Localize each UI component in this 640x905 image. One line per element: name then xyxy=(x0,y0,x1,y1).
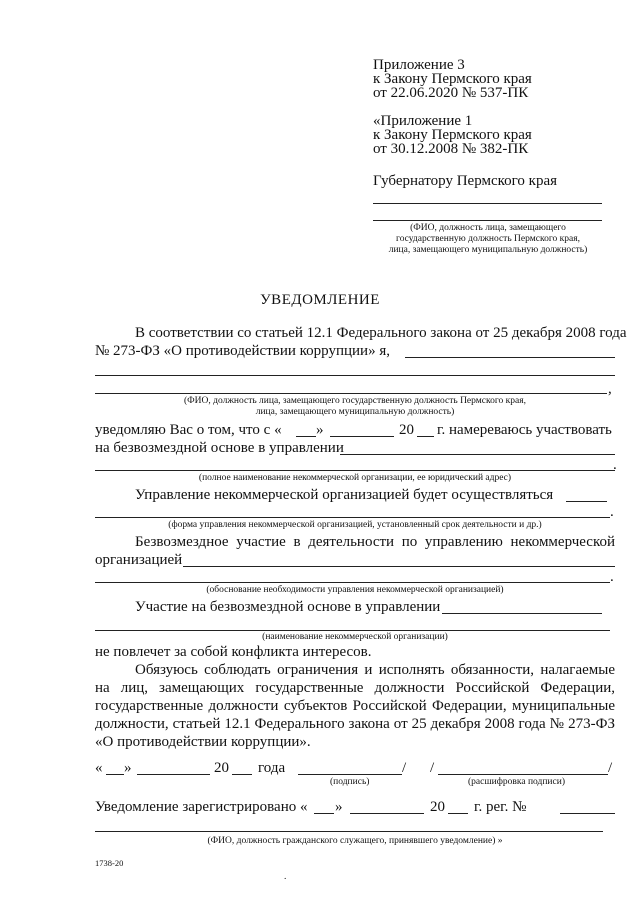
year-blank xyxy=(417,436,434,437)
fio-comma: , xyxy=(608,381,612,397)
caption-decode: (расшифровка подписи) xyxy=(468,777,565,787)
sign-month-blank xyxy=(137,774,210,775)
caption-fio-2: лица, замещающего муниципальную должность) xyxy=(255,407,455,417)
reg-year-prefix: 20 xyxy=(430,799,445,815)
org-blank-2 xyxy=(95,470,615,471)
p4-line1: Безвозмездное участие в деятельности по управлению некоммерческой xyxy=(135,534,615,550)
reg-official-blank xyxy=(95,831,603,832)
org-dot: . xyxy=(613,457,617,473)
reason-blank-2 xyxy=(95,582,610,583)
month-blank xyxy=(330,436,394,437)
addressee-blank-2 xyxy=(373,220,602,221)
p7-line1: Обязуюсь соблюдать ограничения и исполнять обязанности, налагаемые xyxy=(135,662,615,678)
prev-appendix-line3: от 30.12.2008 № 382-ПК xyxy=(373,141,529,157)
registration-caption: (ФИО, должность гражданского служащего, принявшего уведомление) » xyxy=(207,836,503,846)
fio-blank-3 xyxy=(95,393,607,394)
p4-line2: организацией xyxy=(95,552,183,568)
footer-code: 1738-20 xyxy=(95,858,124,868)
caption-sign: (подпись) xyxy=(330,777,370,787)
addressee-blank-1 xyxy=(373,203,602,204)
reg-quote-close: » xyxy=(335,799,343,815)
form-blank-1 xyxy=(566,501,607,502)
p7-line2: на лиц, замещающих государственные должности Российской Федерации, xyxy=(95,680,615,696)
fio-blank-1 xyxy=(405,357,615,358)
name-blank-1 xyxy=(442,613,602,614)
p1-line1: В соответствии со статьей 12.1 Федерального закона от 25 декабря 2008 года xyxy=(135,325,627,341)
addressee: Губернатору Пермского края xyxy=(373,173,558,189)
sign-quote-close: » xyxy=(124,760,132,776)
sign-year-prefix: 20 xyxy=(214,760,229,776)
addressee-caption-1: (ФИО, должность лица, замещающего xyxy=(410,223,566,233)
caption-fio-1: (ФИО, должность лица, замещающего государственную должность Пермского края, xyxy=(184,396,526,406)
p2-year-prefix: 20 xyxy=(399,422,414,438)
sign-quote-open: « xyxy=(95,760,103,776)
prev-appendix-line1: «Приложение 1 xyxy=(373,113,473,129)
caption-reason: (обоснование необходимости управления некоммерческой организацией) xyxy=(206,585,504,595)
day-blank xyxy=(296,436,316,437)
addressee-caption-3: лица, замещающего муниципальную должность) xyxy=(388,245,588,255)
p2-line2: на безвозмездной основе в управлении xyxy=(95,440,344,456)
prev-appendix-line2: к Закону Пермского края xyxy=(373,127,532,143)
p7-line5: «О противодействии коррупции». xyxy=(95,734,311,750)
appendix-line1: Приложение 3 xyxy=(373,57,465,73)
name-blank-2 xyxy=(95,630,610,631)
caption-name: (наименование некоммерческой организации) xyxy=(262,632,448,642)
reg-month-blank xyxy=(350,813,424,814)
sign-slash-1: / xyxy=(402,760,407,776)
p7-line3: государственные должности субъектов Российской Федерации, муниципальные xyxy=(95,698,615,714)
p5: Участие на безвозмездной основе в управлении xyxy=(135,599,441,615)
form-blank-2 xyxy=(95,517,610,518)
p1-line2: № 273-ФЗ «О противодействии коррупции» я, xyxy=(95,343,390,359)
sign-slash-3: / xyxy=(608,760,613,776)
sign-year-word: года xyxy=(258,760,286,776)
reg-day-blank xyxy=(314,813,334,814)
registration-label: Уведомление зарегистрировано « xyxy=(95,799,308,815)
sign-day-blank xyxy=(106,774,124,775)
p2-quote-close: » xyxy=(316,422,324,438)
reason-blank-1 xyxy=(183,566,615,567)
appendix-line2: к Закону Пермского края xyxy=(373,71,532,87)
sign-year-blank xyxy=(232,774,252,775)
reg-year-blank xyxy=(448,813,468,814)
reg-number-blank xyxy=(560,813,615,814)
p2-end: г. намереваюсь участвовать xyxy=(437,422,612,438)
footer-dot: . xyxy=(284,872,287,882)
reason-dot: . xyxy=(610,569,614,585)
document-title: УВЕДОМЛЕНИЕ xyxy=(260,292,380,308)
p2-start: уведомляю Вас о том, что с « xyxy=(95,422,282,438)
sign-slash-2: / xyxy=(430,760,435,776)
caption-org-full: (полное наименование некоммерческой организации, ее юридический адрес) xyxy=(198,473,512,483)
reg-number-label: г. рег. № xyxy=(474,799,527,815)
p3: Управление некоммерческой организацией будет осуществляться xyxy=(135,487,554,503)
addressee-caption-2: государственную должность Пермского края, xyxy=(396,234,580,244)
caption-form: (форма управления некоммерческой организацией, установленный срок деятельности и др.) xyxy=(168,520,542,530)
fio-blank-2 xyxy=(95,375,615,376)
appendix-line3: от 22.06.2020 № 537-ПК xyxy=(373,85,529,101)
form-dot: . xyxy=(610,504,614,520)
decode-blank xyxy=(438,774,608,775)
p6: не повлечет за собой конфликта интересов. xyxy=(95,644,372,660)
signature-blank xyxy=(298,774,402,775)
p7-line4: должности, статьей 12.1 Федерального закона от 25 декабря 2008 года № 273-ФЗ xyxy=(95,716,615,732)
org-blank-1 xyxy=(340,454,615,455)
